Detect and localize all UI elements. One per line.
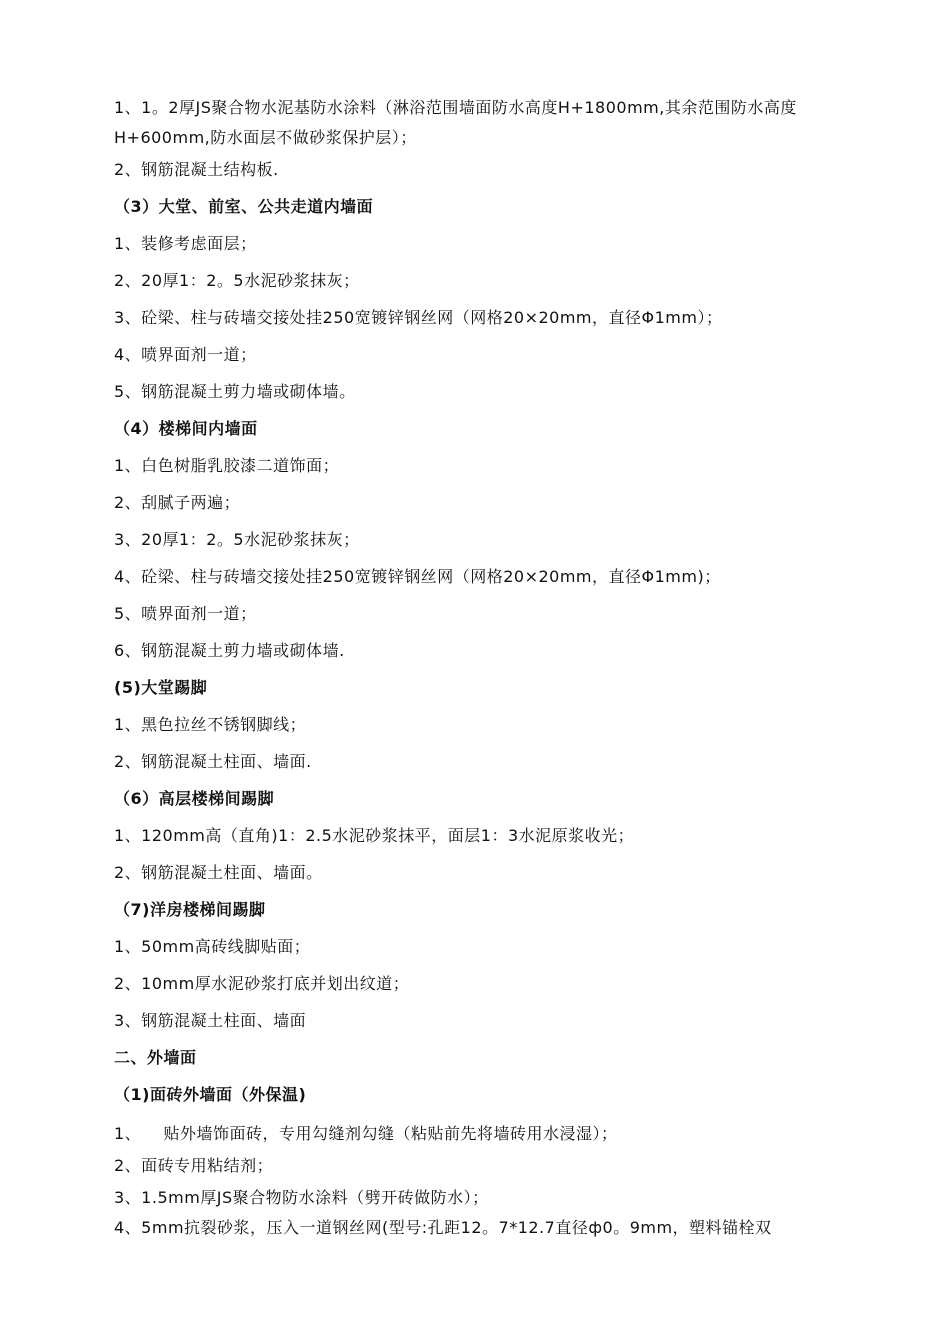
paragraph-line: 5、喷界面剂一道； <box>114 604 257 623</box>
paragraph-line: 5、钢筋混凝土剪力墙或砌体墙。 <box>114 382 356 401</box>
paragraph-line: 3、1.5mm厚JS聚合物防水涂料（劈开砖做防水）； <box>114 1188 489 1207</box>
paragraph-line: 2、20厚1：2。5水泥砂浆抹灰； <box>114 271 360 290</box>
section-heading: （1)面砖外墙面（外保温) <box>114 1085 307 1104</box>
section-heading: （7)洋房楼梯间踢脚 <box>114 900 266 919</box>
section-heading: （6）高层楼梯间踢脚 <box>114 789 275 808</box>
paragraph-line: 3、钢筋混凝土柱面、墙面 <box>114 1011 307 1030</box>
paragraph-line: 1、 贴外墙饰面砖，专用勾缝剂勾缝（粘贴前先将墙砖用水浸湿）； <box>114 1124 618 1143</box>
paragraph-line: 1、50mm高砖线脚贴面； <box>114 937 311 956</box>
paragraph-line: 3、砼梁、柱与砖墙交接处挂250宽镀锌钢丝网（网格20×20mm，直径Φ1mm）； <box>114 308 723 327</box>
section-heading: 二、外墙面 <box>114 1048 197 1067</box>
paragraph-line: 1、黑色拉丝不锈钢脚线； <box>114 715 307 734</box>
paragraph-line: 2、10mm厚水泥砂浆打底并划出纹道； <box>114 974 410 993</box>
paragraph-line: 1、1。2厚JS聚合物水泥基防水涂料（淋浴范围墙面防水高度H+1800mm,其余范围防水高度H+600mm,防水面层不做砂浆保护层）； <box>114 98 797 147</box>
paragraph-line: 2、钢筋混凝土结构板. <box>114 160 279 179</box>
paragraph-line: 1、120mm高（直角)1：2.5水泥砂浆抹平，面层1：3水泥原浆收光； <box>114 826 635 845</box>
paragraph-line: 2、钢筋混凝土柱面、墙面. <box>114 752 312 771</box>
paragraph-line: 1、白色树脂乳胶漆二道饰面； <box>114 456 340 475</box>
section-heading: （4）楼梯间内墙面 <box>114 419 258 438</box>
paragraph-line: 2、刮腻子两遍； <box>114 493 241 512</box>
paragraph-line: 4、砼梁、柱与砖墙交接处挂250宽镀锌钢丝网（网格20×20mm，直径Φ1mm)； <box>114 567 721 586</box>
paragraph-line: 2、面砖专用粘结剂； <box>114 1156 274 1175</box>
paragraph-line: 2、钢筋混凝土柱面、墙面。 <box>114 863 323 882</box>
paragraph-line: 4、喷界面剂一道； <box>114 345 257 364</box>
paragraph-line: 6、钢筋混凝土剪力墙或砌体墙. <box>114 641 345 660</box>
section-heading: (5)大堂踢脚 <box>114 678 208 697</box>
paragraph-line: 3、20厚1：2。5水泥砂浆抹灰； <box>114 530 360 549</box>
paragraph-line: 1、装修考虑面层； <box>114 234 257 253</box>
section-heading: （3）大堂、前室、公共走道内墙面 <box>114 197 374 216</box>
paragraph-line: 4、5mm抗裂砂浆，压入一道钢丝网(型号:孔距12。7*12.7直径ф0。9mm，塑料锚栓双 <box>114 1218 772 1237</box>
